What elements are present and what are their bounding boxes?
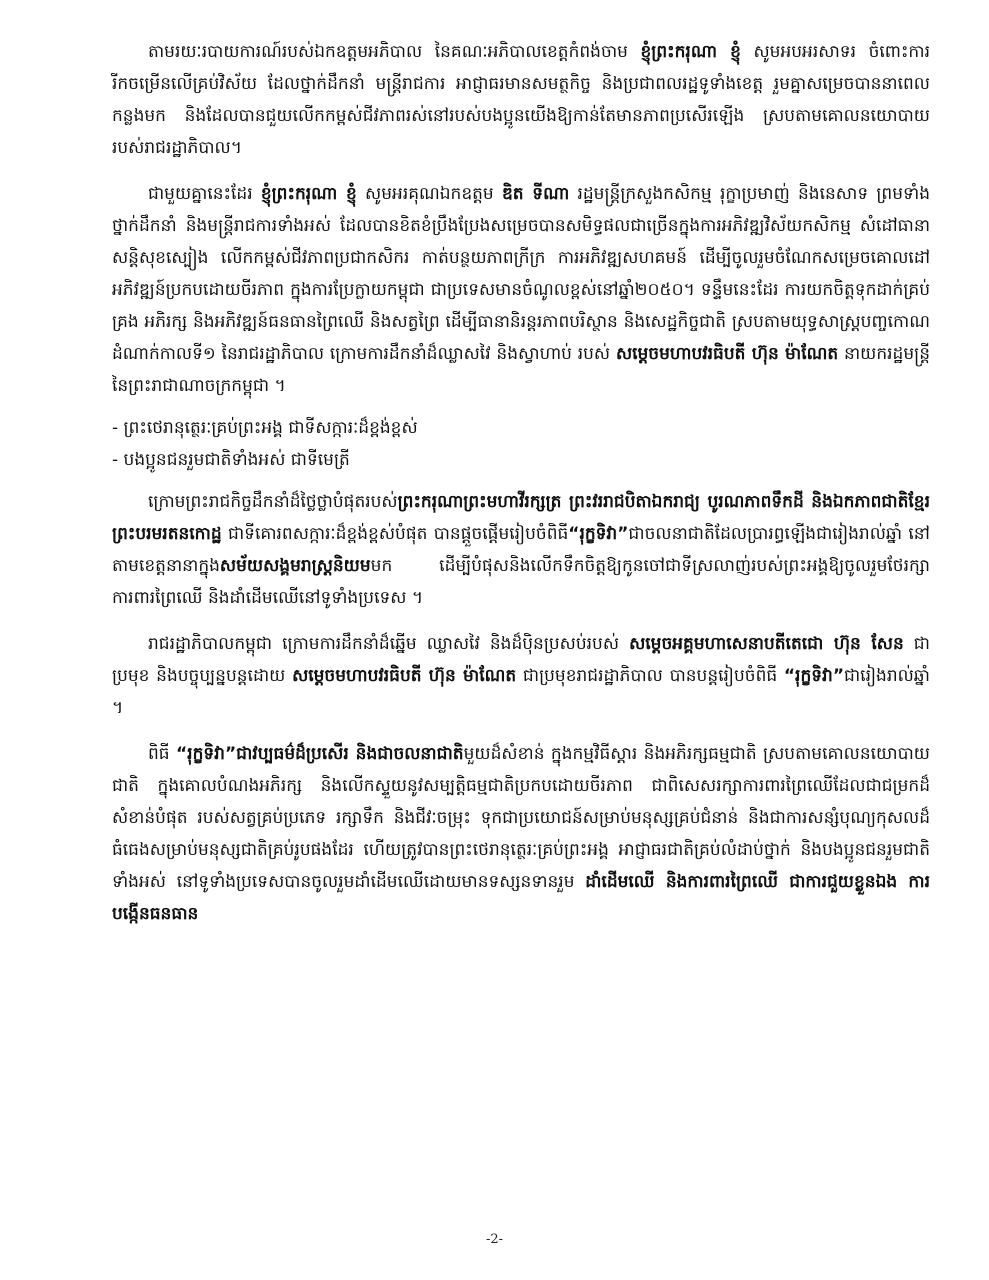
text-run: ក្រោមព្រះរាជកិច្ចដឹកនាំដ៏ថ្លៃថ្លាបំផុតរបស់ [148, 492, 398, 512]
bold-run: ព្រះករុណាព្រះមហាវីរក្សត្រ ព្រះវររាជបិតាឯករាជ្យ បូរណភាពទឹកដី និងឯកភាពជាតិខ្មែរ ព្រះបរមរតនកោដ្ឋ [112, 492, 930, 544]
paragraph [112, 36, 930, 164]
bold-run: ខ្ញុំព្រះករុណា ខ្ញុំ [640, 42, 741, 62]
bold-run: សម្តេចមហាបវរធិបតី ហ៊ុន ម៉ាណែត [615, 344, 839, 364]
text-run: រាជរដ្ឋាភិបាលកម្ពុជា ក្រោមការដឹកនាំដ៏ឆ្នើម ឈ្លាសវៃ និងដ៏ប៉ិនប្រសប់របស់ [148, 634, 630, 654]
bold-run: សម្តេចអគ្គមហាសេនាបតីតេជោ ហ៊ុន សែន [629, 634, 904, 654]
bold-run: “រុក្ខទិវា”ជាវប្បធម៌ដ៏ប្រសើរ និងជាចលនាជាតិ [176, 744, 464, 764]
text-run: សូមអរគុណឯកឧត្តម [356, 184, 502, 204]
bold-run: ឌិត ទីណា [501, 184, 570, 204]
text-run: មក ដើម្បីបំផុសនិងលើកទឹកចិត្តឱ្យកូនចៅជាទីស្រលាញ់របស់ព្រះអង្គឱ្យចូលរួមថែរក្សា ការពារព្រៃឈើ និងដាំដើមឈើនៅទូទាំងប្រទេស ។ [112, 556, 930, 608]
text-run: ជាប្រមុខរាជរដ្ឋាភិបាល បានបន្តរៀបចំពិធី [516, 666, 784, 686]
paragraph [112, 628, 930, 724]
text-run: ជាប្រមុខ និងបច្ចុប្បន្នបន្តដោយ [112, 634, 930, 686]
paragraph [112, 738, 930, 930]
document-page [112, 36, 930, 944]
text-run: រដ្ឋមន្ត្រីក្រសួងកសិកម្ម រុក្ខាប្រមាញ់ និងនេសាទ ព្រមទាំងថ្នាក់ដឹកនាំ និងមន្ត្រីរាជការទាំងអស់ ដែលបានខិតខំប្រឹងប្រែងសម្រេចបានសមិទ្ធផលជាច្រើនក្នុងការអភិវឌ្ឍវិស័យកសិកម្ម សំដៅធានាសន្តិសុខស្បៀង លើកកម្ពស់ជីវភាពប្រជាកសិករ កាត់បន្ថយភាពក្រីក្រ ការអភិវឌ្ឍសហគមន៍ ដើម្បីចូលរួមចំណែកសម្រេចគោលដៅអភិវឌ្ឍន៍ប្រកបដោយចីរភាព ក្នុងការប្រែក្លាយកម្ពុជា ជាប្រទេសមានចំណូលខ្ពស់នៅឆ្នាំ២០៥០។ ទន្ទឹមនេះដែរ ការយកចិត្តទុកដាក់គ្រប់គ្រង អភិរក្ស និងអភិវឌ្ឍន៍ធនធានព្រៃឈើ និងសត្វព្រៃ ដើម្បីធានានិរន្តរភាពបរិស្ថាន និងសេដ្ឋកិច្ចជាតិ ស្របតាមយុទ្ធសាស្ត្របញ្ចកោណដំណាក់កាលទី១ នៃរាជរដ្ឋាភិបាល ក្រោមការដឹកនាំដ៏ឈ្លាសវៃ និងស្វាហាប់ របស់ [112, 184, 930, 364]
text-run: តាមរយៈរបាយការណ៍របស់ឯកឧត្តមអភិបាល នៃគណៈអភិបាលខេត្តកំពង់ចាម [148, 42, 641, 62]
text-run: សូមអបអរសាទរ ចំពោះការរីកចម្រើនលើគ្រប់វិស័យ ដែលថ្នាក់ដឹកនាំ មន្ត្រីរាជការ អាជ្ញាធរមានសមត្ថកិច្ច និងប្រជាពលរដ្ឋទូទាំងខេត្ត រួមគ្នាសម្រេចបាននាពេលកន្លងមក និងដែលបានជួយលើកកម្ពស់ជីវភាពរស់នៅរបស់បងប្អូនយើងឱ្យកាន់តែមានភាពប្រសើរឡើង ស្របតាមគោលនយោបាយរបស់រាជរដ្ឋាភិបាល។ [112, 42, 930, 158]
bold-run: សម័យសង្គមរាស្ត្រនិយម [219, 556, 371, 576]
text-run: មួយដ៏សំខាន់ ក្នុងកម្មវិធីស្តារ និងអភិរក្សធម្មជាតិ ស្របតាមគោលនយោបាយជាតិ ក្នុងគោលបំណងអភិរក្ស និងលើកស្ទួយនូវសម្បត្តិធម្មជាតិប្រកបដោយចីរភាព ជាពិសេសរក្សាការពារព្រៃឈើដែលជាជម្រកដ៏សំខាន់បំផុត របស់សត្វគ្រប់ប្រភេទ រក្សាទឹក និងជីវៈចម្រុះ ទុកជាប្រយោជន៍សម្រាប់មនុស្សគ្រប់ជំនាន់ និងជាការសន្សំបុណ្យកុសលដ៏ធំធេងសម្រាប់មនុស្សជាតិគ្រប់រូបផងដែរ ហើយត្រូវបានព្រះថេរានុត្ថេរៈគ្រប់ព្រះអង្គ អាជ្ញាធរជាតិគ្រប់លំដាប់ថ្នាក់ និងបងប្អូនជនរួមជាតិទាំងអស់ នៅទូទាំងប្រទេសបានចូលរួមដាំដើមឈើដោយមានទស្សនទានរួម [112, 744, 930, 892]
text-run: ពិធី [148, 744, 176, 764]
text-run: ជាចលនាជាតិដែលប្រារព្ធឡើងជារៀងរាល់ឆ្នាំ នៅតាមខេត្តនានាក្នុង [112, 524, 930, 576]
bullet-item-citizens: - បងប្អូនជនរួមជាតិទាំងអស់ ជាទីមេត្រី [112, 450, 350, 470]
bullet-list [112, 412, 930, 476]
document-body-continued [112, 486, 930, 930]
text-run: ជាមួយគ្នានេះដែរ [148, 184, 261, 204]
bold-run: ដាំដើមឈើ និងការពារព្រៃឈើ ជាការជួយខ្លួនឯង ការបង្កើនធនធាន [112, 872, 931, 924]
text-run: ជាទីគោរពសក្ការៈដ៏ខ្ពង់ខ្ពស់បំផុត បានផ្តួចផ្តើមរៀបចំពិធី [221, 524, 569, 544]
text-run: ជារៀងរាល់ឆ្នាំ ។ [112, 666, 930, 718]
page-number: -2- [485, 1232, 504, 1247]
bold-run: ខ្ញុំព្រះករុណា ខ្ញុំ [260, 184, 357, 204]
paragraph [112, 486, 930, 614]
bullet-item-monks: - ព្រះថេរានុត្ថេរៈគ្រប់ព្រះអង្គ ជាទីសក្ការៈដ៏ខ្ពង់ខ្ពស់ [112, 418, 418, 438]
document-body [112, 36, 930, 402]
paragraph [112, 178, 930, 402]
bold-run: សម្តេចមហាបវរធិបតី ហ៊ុន ម៉ាណែត [292, 666, 517, 686]
text-run: នាយករដ្ឋមន្ត្រី នៃព្រះរាជាណាចក្រកម្ពុជា ។ [112, 344, 930, 396]
bold-run: “រុក្ខទិវា” [783, 666, 844, 686]
bold-run: “រុក្ខទិវា” [568, 524, 629, 544]
